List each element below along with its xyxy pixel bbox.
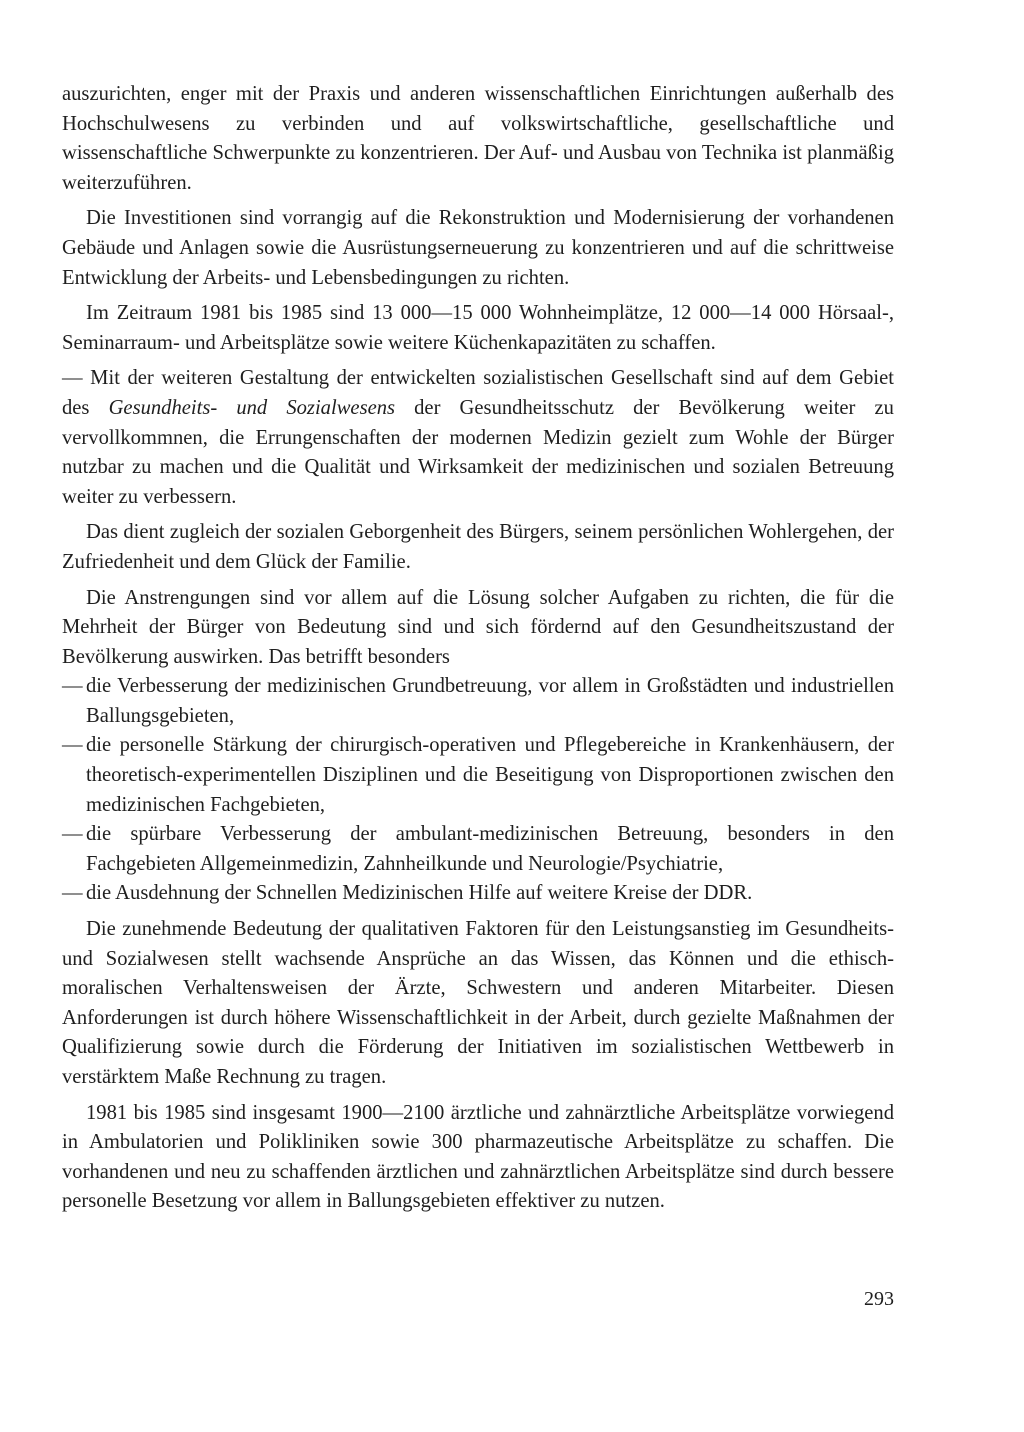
- list-item-text: die personelle Stärkung der chirurgisch-operativen und Pflegebereiche in Krankenhäusern, der theoretisch-experimentellen Disziplinen und die Beseitigung von Disproportionen zwischen den medizinischen Fachgebieten,: [86, 734, 894, 816]
- paragraph-health-system: [62, 364, 894, 512]
- list-item: [62, 820, 894, 879]
- paragraph-continuation: auszurichten, enger mit der Praxis und anderen wissenschaftlichen Einrichtungen außerhalb des Hochschulwesens zu verbinden und auf volkswirtschaftliche, gesellschaftliche und wissenschaftliche Schwerpunkte zu konzentrieren. Der Auf- und Ausbau von Technika ist planmäßig weiterzuführen.: [62, 83, 894, 194]
- list-dash: —: [62, 675, 83, 698]
- paragraph-wellbeing: Das dient zugleich der sozialen Geborgenheit des Bürgers, seinem persönlichen Wohlergehen, der Zufriedenheit und dem Glück der Familie.: [62, 521, 894, 573]
- paragraph-efforts: Die Anstrengungen sind vor allem auf die Lösung solcher Aufgaben zu richten, die für die Mehrheit der Bürger von Bedeutung sind und sich fördernd auf den Gesundheitszustand der Bevölkerung auswirken. Das betrifft besonders: [62, 586, 894, 668]
- list-dash: —: [62, 734, 83, 757]
- list-item: [62, 731, 894, 820]
- health-heading-italic: Gesundheits- und Sozialwesens: [108, 396, 396, 419]
- paragraph-capacities: Im Zeitraum 1981 bis 1985 sind 13 000—15 000 Wohnheimplätze, 12 000—14 000 Hörsaal-, Seminarraum- und Arbeitsplätze sowie weitere Küchenkapazitäten zu schaffen.: [62, 302, 894, 354]
- paragraph-workplaces: 1981 bis 1985 sind insgesamt 1900—2100 ärztliche und zahnärztliche Arbeitsplätze vorwiegend in Ambulatorien und Polikliniken sowie 300 pharmazeutische Arbeitsplätze zu schaffen. Die vorhandenen und neu zu schaffenden ärztlichen und zahnärztlichen Arbeitsplätze sind durch bessere personelle Besetzung vor allem in Ballungsgebieten effektiver zu nutzen.: [62, 1101, 894, 1213]
- priority-list: [62, 672, 894, 909]
- list-dash: —: [62, 823, 83, 846]
- list-item-text: die Verbesserung der medizinischen Grundbetreuung, vor allem in Großstädten und industriellen Ballungsgebieten,: [86, 675, 894, 727]
- list-dash: —: [62, 882, 83, 905]
- body-text: [62, 80, 894, 1223]
- health-text-before: — Mit der weiteren Gestaltung der entwickelten sozialistischen Gesellschaft sind auf dem Gebiet des: [62, 367, 894, 419]
- list-item-text: die spürbare Verbesserung der ambulant-medizinischen Betreuung, besonders in den Fachgebieten Allgemeinmedizin, Zahnheilkunde und Neurologie/Psychiatrie,: [86, 823, 894, 875]
- paragraph-investments: Die Investitionen sind vorrangig auf die Rekonstruktion und Modernisierung der vorhandenen Gebäude und Anlagen sowie die Ausrüstungserneuerung zu konzentrieren und auf die schrittweise Entwicklung der Arbeits- und Lebensbedingungen zu richten.: [62, 207, 894, 289]
- paragraph-qualitative-factors: Die zunehmende Bedeutung der qualitativen Faktoren für den Leistungsanstieg im Gesundheits- und Sozialwesen stellt wachsende Ansprüche an das Wissen, das Können und die ethisch-moralischen Verhaltensweisen der Ärzte, Schwestern und anderen Mitarbeiter. Diesen Anforderungen ist durch höhere Wissenschaftlichkeit in der Arbeit, durch gezielte Maßnahmen der Qualifizierung sowie durch die Förderung der Initiativen im sozialistischen Wettbewerb in verstärktem Maße Rechnung zu tragen.: [62, 918, 894, 1088]
- list-item: [62, 879, 894, 909]
- page-number: 293: [864, 1288, 894, 1310]
- health-text-after: der Gesundheitsschutz der Bevölkerung weiter zu vervollkommnen, die Errungenschaften der modernen Medizin gezielt zum Wohle der Bürger nutzbar zu machen und die Qualität und Wirksamkeit der medizinischen und sozialen Betreuung weiter zu verbessern.: [62, 396, 894, 508]
- list-item: [62, 672, 894, 731]
- list-item-text: die Ausdehnung der Schnellen Medizinischen Hilfe auf weitere Kreise der DDR.: [86, 882, 753, 905]
